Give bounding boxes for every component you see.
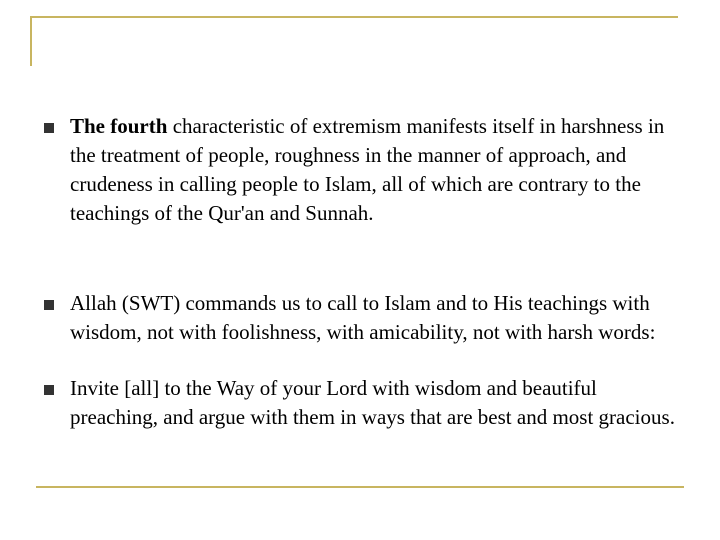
bullet-text-2: Allah (SWT) commands us to call to Islam and to His teachings with wisdom, not with foolishness, with amicability, not with harsh words: bbox=[70, 291, 656, 344]
bullet-text-3: Invite [all] to the Way of your Lord with wisdom and beautiful preaching, and argue with them in ways that are best and most gracious. bbox=[70, 376, 675, 429]
bullet-lead: The fourth bbox=[70, 114, 168, 138]
square-bullet-icon bbox=[44, 300, 54, 310]
bullet-item-2 bbox=[44, 289, 684, 347]
frame-top-rule bbox=[30, 16, 678, 18]
bullet-item-3 bbox=[44, 374, 684, 432]
bullet-body: characteristic of extremism manifests itself in harshness in the treatment of people, roughness in the manner of approach, and crudeness in calling people to Islam, all of which are contrary to the teachings of the Qur'an and Sunnah. bbox=[70, 114, 665, 225]
bullet-text-1 bbox=[70, 112, 680, 228]
frame-bottom-rule bbox=[36, 486, 684, 488]
square-bullet-icon bbox=[44, 385, 54, 395]
square-bullet-icon bbox=[44, 123, 54, 133]
frame-left-rule bbox=[30, 16, 32, 66]
bullet-item-1 bbox=[44, 112, 684, 228]
